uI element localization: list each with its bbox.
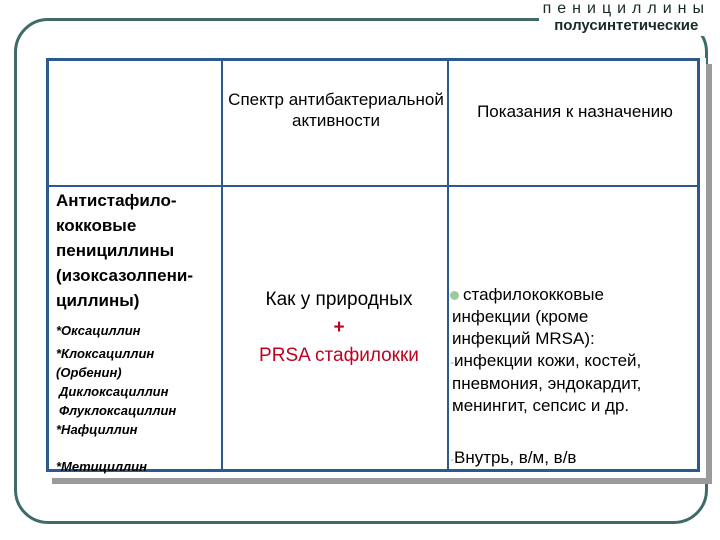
- drug-item: *Нафциллин: [56, 422, 138, 437]
- penicillin-table: [46, 58, 706, 478]
- bullet-icon: [450, 291, 459, 300]
- indications-column-header: Показания к назначению: [477, 102, 673, 121]
- header-row-divider: [49, 185, 697, 187]
- indication-line: менингит, сепсис и др.: [452, 396, 630, 415]
- drug-item: *Оксациллин: [56, 323, 141, 338]
- drug-item: *Метициллин: [56, 459, 147, 474]
- indications-cell: [450, 284, 700, 470]
- indication-line: инфекции (кроме: [452, 307, 589, 326]
- indication-line: стафилококковые: [450, 284, 700, 306]
- drug-item: Диклоксациллин: [59, 384, 169, 399]
- drug-item: Флуклоксациллин: [59, 403, 177, 418]
- group-name-line: кокковые: [56, 216, 137, 235]
- heading-line-2: полусинтетические: [554, 17, 699, 34]
- dash-icon: -: [450, 452, 454, 466]
- heading-line-1: пенициллины: [542, 0, 710, 17]
- indication-line: инфекций MRSA):: [452, 329, 595, 348]
- spectrum-line: PRSA стафилокки: [259, 345, 419, 366]
- group-name-cell: [56, 188, 226, 476]
- indication-line: пневмония, эндокардит,: [452, 374, 642, 393]
- slide-heading: [539, 0, 714, 36]
- route-line: -Внутрь, в/м, в/в: [450, 448, 577, 467]
- spectrum-column-header: Спектр антибактериальной активности: [228, 90, 444, 130]
- group-name-line: Антистафило-: [56, 191, 177, 210]
- column-divider-2: [447, 61, 449, 469]
- group-name-line: (изоксазолпени-: [56, 266, 194, 285]
- group-name-line: циллины): [56, 291, 140, 310]
- group-name-line: пенициллины: [56, 241, 175, 260]
- spectrum-cell: [224, 286, 454, 370]
- dash-icon: -: [450, 355, 454, 369]
- spectrum-line: Как у природных: [265, 289, 413, 310]
- drug-item: (Орбенин): [56, 365, 122, 380]
- indication-line: -инфекции кожи, костей,: [450, 351, 642, 370]
- spectrum-plus: +: [333, 317, 345, 338]
- drug-item: *Клоксациллин: [56, 346, 155, 361]
